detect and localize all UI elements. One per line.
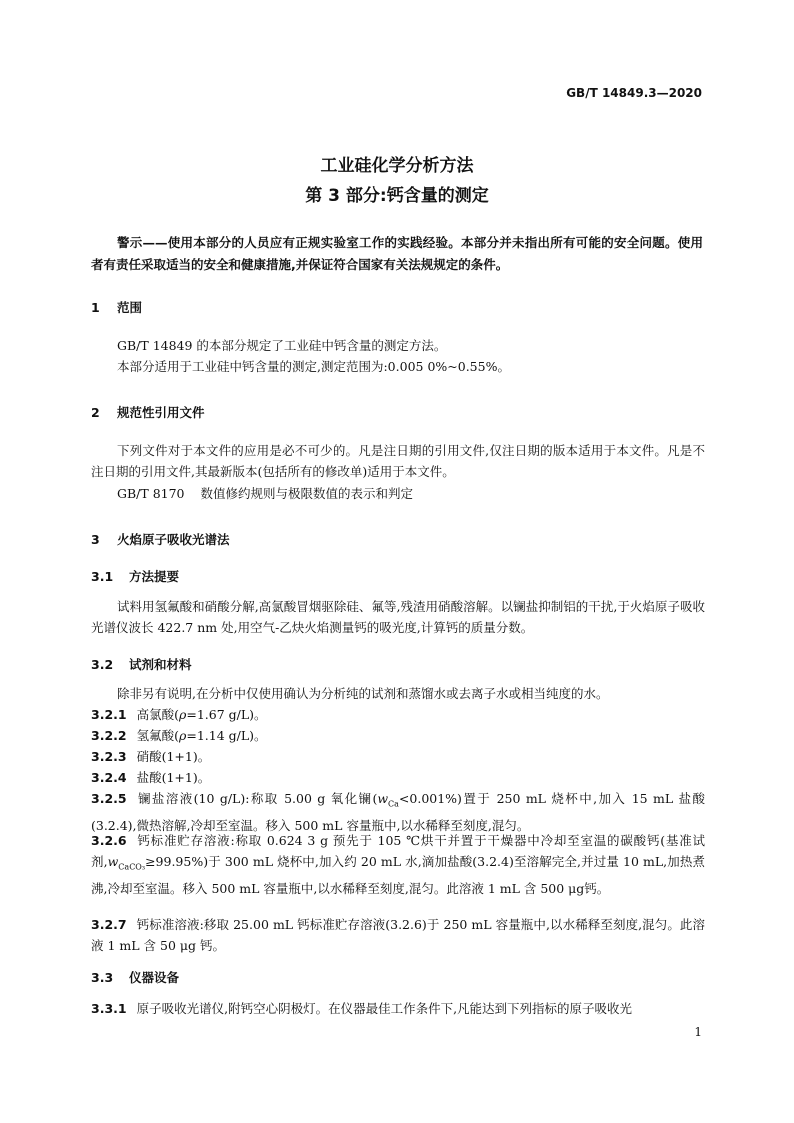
section-1-heading bbox=[91, 298, 142, 316]
standard-code: GB/T 14849.3—2020 bbox=[566, 86, 702, 100]
variable: w bbox=[377, 791, 389, 806]
clause-text: 镧盐溶液(10 g/L):称取 5.00 g 氧化镧( bbox=[136, 791, 378, 806]
subsection-title: 方法提要 bbox=[129, 569, 180, 584]
section-2-heading bbox=[91, 403, 205, 421]
clause-3-2-4 bbox=[91, 767, 705, 788]
variable: ρ bbox=[178, 728, 187, 743]
clause-3-2-6 bbox=[91, 830, 705, 899]
clause-number: 3.2.6 bbox=[91, 833, 127, 848]
section-number: 1 bbox=[91, 300, 100, 315]
variable: ρ bbox=[178, 707, 187, 722]
clause-text: 硝酸(1+1)。 bbox=[136, 749, 211, 764]
clause-text: <0.001%)置于 250 mL 烧杯中,加入 15 mL 盐酸(3.2.4),微热溶解,冷却至室温。移入 500 mL 容量瓶中,以水稀释至刻度,混匀。 bbox=[91, 791, 705, 833]
clause-number: 3.2.2 bbox=[91, 728, 127, 743]
document-subtitle: 第 3 部分:钙含量的测定 bbox=[305, 186, 489, 206]
s3-2-paragraph: 除非另有说明,在分析中仅使用确认为分析纯的试剂和蒸馏水或去离子水或相当纯度的水。 bbox=[117, 686, 609, 701]
clause-number: 3.3.1 bbox=[91, 1001, 127, 1016]
clause-text: ≥99.95%)于 300 mL 烧杯中,加入约 20 mL 水,滴加盐酸(3.2.4)至溶解完全,并过量 10 mL,加热煮沸,冷却至室温。移入 500 mL 容量瓶中,以水稀释至刻度,混匀。此溶液 1 mL 含 500 μg钙。 bbox=[91, 854, 705, 896]
section-number: 2 bbox=[91, 405, 100, 420]
variable-subscript: Ca bbox=[388, 799, 399, 809]
clause-3-2-2 bbox=[91, 725, 705, 746]
s1-paragraph-2: 本部分适用于工业硅中钙含量的测定,测定范围为:0.005 0%~0.55%。 bbox=[117, 359, 510, 374]
clause-text: =1.14 g/L)。 bbox=[186, 728, 267, 743]
s3-1-paragraph: 试料用氢氟酸和硝酸分解,高氯酸冒烟驱除硅、氟等,残渣用硝酸溶解。以镧盐抑制铝的干扰,于火焰原子吸收光谱仪波长 422.7 nm 处,用空气-乙炔火焰测量钙的吸光度,计算钙的质量分数。 bbox=[91, 599, 705, 635]
variable: w bbox=[107, 854, 119, 869]
subsection-3-1-heading bbox=[91, 567, 179, 585]
variable-subscript: CaCO₃ bbox=[118, 862, 146, 872]
subsection-3-2-heading bbox=[91, 655, 192, 673]
clause-number: 3.2.4 bbox=[91, 770, 127, 785]
subsection-title: 试剂和材料 bbox=[129, 657, 192, 672]
clause-text: 钙标准贮存溶液:称取 0.624 3 g 预先于 105 ℃烘干并置于干燥器中冷却至室温的碳酸钙(基准试剂, bbox=[91, 833, 705, 869]
reference-title: 数值修约规则与极限数值的表示和判定 bbox=[200, 486, 414, 501]
clause-text: 盐酸(1+1)。 bbox=[136, 770, 211, 785]
clause-number: 3.2.7 bbox=[91, 917, 127, 932]
clause-text: 高氯酸( bbox=[136, 707, 179, 722]
clause-text: 氢氟酸( bbox=[136, 728, 179, 743]
subsection-number: 3.2 bbox=[91, 657, 114, 672]
clause-3-2-1 bbox=[91, 704, 705, 725]
subsection-title: 仪器设备 bbox=[129, 970, 180, 985]
section-3-heading bbox=[91, 530, 230, 548]
normative-reference bbox=[91, 483, 705, 504]
clause-number: 3.2.1 bbox=[91, 707, 127, 722]
section-title: 范围 bbox=[117, 300, 143, 315]
subsection-3-3-heading bbox=[91, 968, 179, 986]
subsection-number: 3.1 bbox=[91, 569, 114, 584]
clause-3-3-1 bbox=[91, 998, 705, 1019]
clause-3-2-5 bbox=[91, 788, 705, 836]
clause-number: 3.2.5 bbox=[91, 791, 127, 806]
s2-paragraph-1: 下列文件对于本文件的应用是必不可少的。凡是注日期的引用文件,仅注日期的版本适用于本文件。凡是不注日期的引用文件,其最新版本(包括所有的修改单)适用于本文件。 bbox=[91, 443, 705, 479]
clause-number: 3.2.3 bbox=[91, 749, 127, 764]
warning-paragraph: 警示——使用本部分的人员应有正规实验室工作的实践经验。本部分并未指出所有可能的安全问题。使用者有责任采取适当的安全和健康措施,并保证符合国家有关法规规定的条件。 bbox=[91, 235, 703, 272]
s1-paragraph-1: GB/T 14849 的本部分规定了工业硅中钙含量的测定方法。 bbox=[117, 338, 447, 353]
section-title: 火焰原子吸收光谱法 bbox=[117, 532, 230, 547]
clause-text: 钙标准溶液:移取 25.00 mL 钙标准贮存溶液(3.2.6)于 250 mL 容量瓶中,以水稀释至刻度,混匀。此溶液 1 mL 含 50 μg 钙。 bbox=[91, 917, 705, 953]
clause-text: =1.67 g/L)。 bbox=[186, 707, 267, 722]
document-title: 工业硅化学分析方法 bbox=[320, 156, 474, 176]
section-number: 3 bbox=[91, 532, 100, 547]
reference-code: GB/T 8170 bbox=[117, 486, 185, 501]
clause-text: 原子吸收光谱仪,附钙空心阴极灯。在仪器最佳工作条件下,凡能达到下列指标的原子吸收光 bbox=[136, 1001, 633, 1016]
subsection-number: 3.3 bbox=[91, 970, 114, 985]
section-title: 规范性引用文件 bbox=[117, 405, 205, 420]
clause-3-2-7 bbox=[91, 914, 705, 956]
page-number: 1 bbox=[694, 1025, 702, 1039]
clause-3-2-3 bbox=[91, 746, 705, 767]
